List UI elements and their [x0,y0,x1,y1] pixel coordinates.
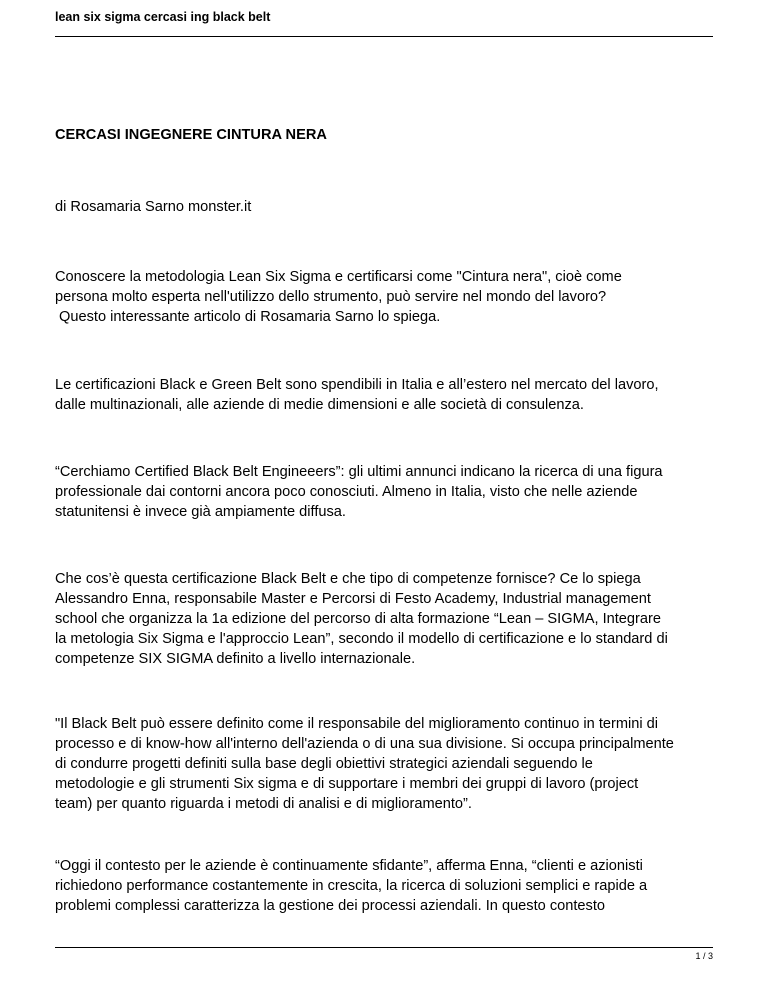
paragraph-4 [55,569,717,669]
paragraph-line: “Oggi il contesto per le aziende è continuamente sfidante”, afferma Enna, “clienti e azionisti [55,858,643,874]
paragraph-6 [55,856,717,916]
paragraph-5 [55,714,717,814]
paragraph-line: richiedono performance costantemente in crescita, la ricerca di soluzioni semplici e rapide a [55,878,648,894]
page-header [55,10,713,37]
article-byline: di Rosamaria Sarno monster.it [55,199,252,215]
paragraph-line: Che cos’è questa certificazione Black Belt e che tipo di competenze fornisce? Ce lo spiega [55,571,641,587]
paragraph-line: problemi complessi caratterizza la gestione dei processi aziendali. In questo contesto [55,898,605,914]
paragraph-2 [55,375,717,415]
page-number: 1 / 3 [695,951,713,961]
paragraph-line: metodologie e gli strumenti Six sigma e di supportare i membri dei gruppi di lavoro (project [55,776,639,792]
paragraph-line: di condurre progetti definiti sulla base degli obiettivi strategici aziendali seguendo le [55,756,593,772]
paragraph-line: Questo interessante articolo di Rosamaria Sarno lo spiega. [55,309,441,325]
paragraph-line: dalle multinazionali, alle aziende di medie dimensioni e alle società di consulenza. [55,397,584,413]
paragraph-line: Conoscere la metodologia Lean Six Sigma e certificarsi come "Cintura nera", cioè come [55,269,622,285]
paragraph-line: professionale dai contorni ancora poco conosciuti. Almeno in Italia, visto che nelle aziende [55,484,638,500]
article-title: CERCASI INGEGNERE CINTURA NERA [55,127,327,143]
paragraph-line: team) per quanto riguarda i metodi di analisi e di miglioramento”. [55,796,472,812]
paragraph-line: school che organizza la 1a edizione del percorso di alta formazione “Lean – SIGMA, Integrare [55,611,661,627]
paragraph-line: la metologia Six Sigma e l'approccio Lean”, secondo il modello di certificazione e lo standard di [55,631,668,647]
paragraph-line: persona molto esperta nell'utilizzo dello strumento, può servire nel mondo del lavoro? [55,289,607,305]
paragraph-line: "Il Black Belt può essere definito come il responsabile del miglioramento continuo in termini di [55,716,659,732]
paragraph-line: Alessandro Enna, responsabile Master e Percorsi di Festo Academy, Industrial management [55,591,651,607]
paragraph-line: processo e di know-how all'interno dell'azienda o di una sua divisione. Si occupa principalmente [55,736,674,752]
paragraph-line: competenze SIX SIGMA definito a livello internazionale. [55,651,416,667]
paragraph-3 [55,462,717,522]
footer-divider [55,947,713,948]
paragraph-line: statunitensi è invece già ampiamente diffusa. [55,504,346,520]
paragraph-line: “Cerchiamo Certified Black Belt Engineeers”: gli ultimi annunci indicano la ricerca di una figura [55,464,663,480]
paragraph-1 [55,267,717,327]
paragraph-line: Le certificazioni Black e Green Belt sono spendibili in Italia e all’estero nel mercato del lavoro, [55,377,659,393]
running-title: lean six sigma cercasi ing black belt [55,10,271,24]
